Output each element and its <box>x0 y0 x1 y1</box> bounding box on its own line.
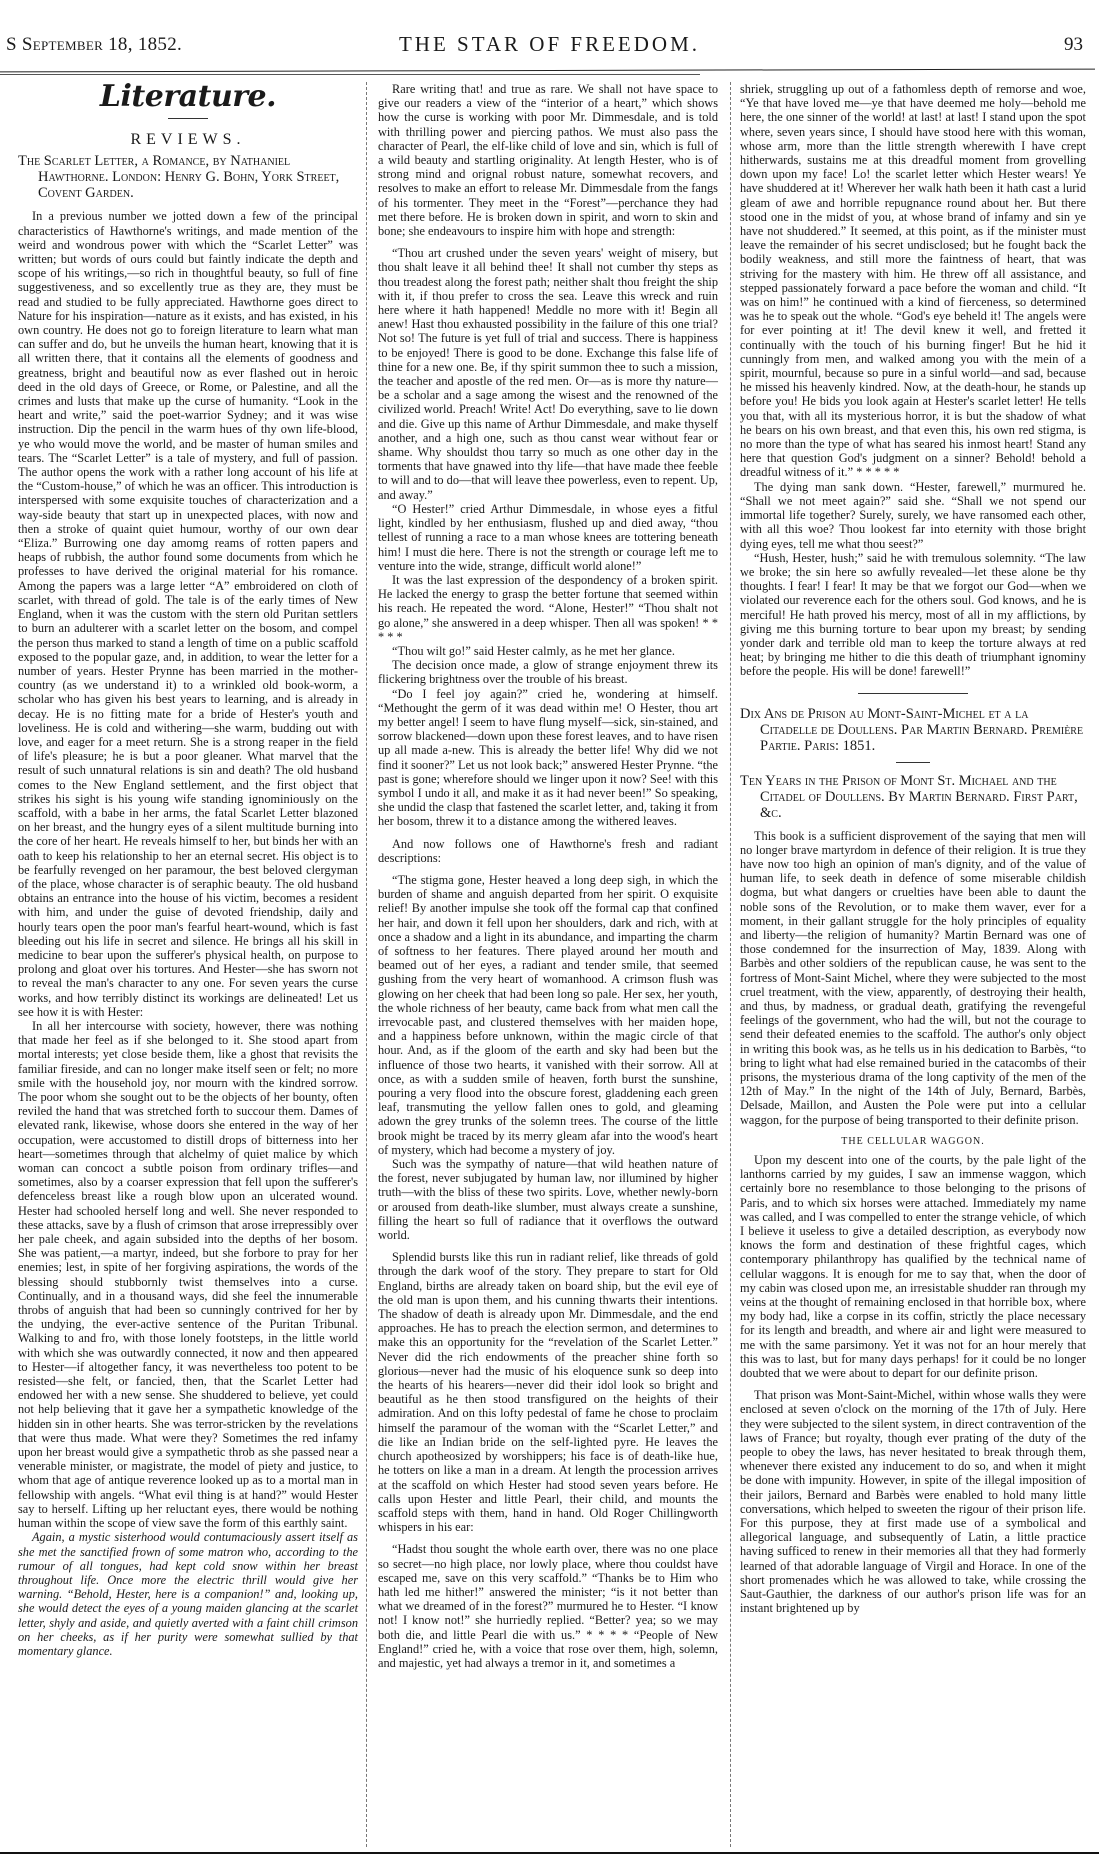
quoted-passage: “O Hester!” cried Arthur Dimmesdale, in whose eyes a fitful light, kindled by her enthusiasm, flushed up and died away, “thou tellest of running a race to a man whose knees are tottering beneath him! I must die here. There is not the strength or courage left me to venture into the wide, strange, difficult world alone!” <box>378 501 718 573</box>
header-rule <box>0 69 1095 73</box>
newspaper-title: THE STAR OF FREEDOM. <box>398 32 700 56</box>
review-book-title-english: Ten Years in the Prison of Mont St. Michael and the Citadel of Doullens. By Martin Bernard. First Part, &c. <box>740 772 1078 821</box>
section-heading: Literature. <box>99 79 277 114</box>
footer-rule <box>0 1852 1099 1854</box>
review-paragraph: In a previous number we jotted down a few of the principal characteristics of Hawthorne's writings, and made mention of the weird and wondrous power with which the “Scarlet Letter” was written; but words of ours could but faintly indicate the depth and scope of his writings,—so rich in thoughtful beauty, so full of fine suggestiveness, and so excellently true as they are, they must be read and studied to be fully appreciated. Hawthorne goes direct to Nature for his inspiration—nature as it exists, and has existed, in his own country. He does not go to foreign literature to learn what man can suffer and do, but he unveils the human heart, knowing that it is all written there, that it contains all the elements of goodness and greatness, bright and beautiful now as ever flashed out in heroic deed in the old days of Greece, or Rome, or Palestine, and all the crimes and lusts that make up the curse of humanity. “Look in the heart and write,” said the poet-warrior Sydney; and it was wise instruction. Dip the pencil in the warm hues of thy own life-blood, ye who would move the world, and be master of human smiles and tears. The “Scarlet Letter” is a tale of mystery, and full of passion. The author opens the work with a rather long account of his life at the “Custom-house,” of which he was an officer. This introduction is interspersed with some exquisite touches of characterization and a way-side beauty that start up in unexpected places, with now and then a stroke of quaint quiet humour, worthy of our own dear “Eliza.” Burrowing one day amomg reams of rotten papers and heaps of rubbish, the author found some documents from which he professes to have derived the original material for his romance. Among the papers was a large letter “A” embroidered on cloth of scarlet, with thread of gold. The tale is of the early times of New England, when it was the custom with the stern old Puritan settlers to burn an adulterer with a scarlet letter on the bosom, and compel the person thus marked to stand a length of time on a public scaffold exposed to the popular gaze, and, in addition, to wear the letter for a number of years. Hester Prynne has been married in the mother-country (as we understand it) to a wrinkled old book-worm, a scholar who has given his best years to learning, and is already in decay. He is no fitting mate for a bride of Hester's youth and loveliness. He is cold and withering—she warm, budding out with love, and eager for a meet return. She is a strong reaper in the field of life's pleasure; he is but a poor gleaner. What marvel that the result of such unnatural relations is sin and death? The old husband comes to the New England settlement, and the first object that strikes his sight is his young wife standing ignominiously on the scaffold, with a babe in her arms, the fatal Scarlet Letter blazoned on her breast, and the hungry eyes of a silent multitude burning into the core of her heart. He reveals himself to her, but binds her with an oath to keep his relationship to her an eternal secret. His object is to be fearfully revenged on her paramour, the best beloved clergyman of the place, whose character is of seraphic beauty. The old husband obtains an entrance into the house of his victim, becomes a resident with him, and under the guise of devoted friendship, daily and hourly tears open the poor man's fearful heart-wound, which is fast bleeding out his life in secret and silence. He brings all his skill in medicine to bear upon the sufferer's physical health, on purpose to prolong and gloat over his tortures. And Hester—she has sworn not to reveal the man's character to any one. For seven years the curse works, and how terribly distinct its workings are delineated! Let us see how it is with Hester: <box>18 209 358 1019</box>
short-rule <box>896 762 930 763</box>
extract-paragraph: That prison was Mont-Saint-Michel, within whose walls they were enclosed at seven o'clock on the morning of the 17th of July. Here they were subjected to the silent system, in direct contravention of the laws of France; but royalty, though ever prating of the duty of the people to obey the laws, has never hesitated to break through them, whenever there existed any inducement to do so, and when it might be done with impunity. However, in spite of the illegal imposition of their jailors, Bernard and Barbès were enabled to hold many little conversations, which helped to sweeten the rigour of their prison life. For this purpose, they at first made use of a symbolical and allegorical language, and subsequently of Latin, a little practice having sufficed to renew in their memories all that they had formerly learned of that adorable language of Virgil and Horace. In one of the short promenades which he was allowed to take, while crossing the Saut-Gauthier, the darkness of our author's prison life was for an instant brightened up by <box>740 1388 1086 1616</box>
review-paragraph: Rare writing that! and true as rare. We shall not have space to give our readers a view of the “interior of a heart,” which shows how the curse is working with poor Mr. Dimmesdale, and is told with thrilling power and piercing pathos. We must also pass the character of Pearl, the elf-like child of love and sin, which is full of a wild beauty and startling originality. At length Hester, who is of strong mind and orignal robust nature, somewhat recovers, and resolves to make an effort to release Mr. Dimmesdale from the fangs of his tormenter. They meet in the “Forest”—perchance they had met there before. He is broken down in spirit, and worn to skin and bone; she endeavours to inspire him with hope and strength: <box>378 82 718 239</box>
extract-paragraph: Upon my descent into one of the courts, by the pale light of the lanthorns carried by my guides, I saw an immense waggon, which certainly bore no resemblance to those belonging to the prisons of Paris, and to which six horses were attached. Immediately my name was called, and I was compelled to enter the strange vehicle, of which I believe it useless to give a detailed description, as everybody now knows the form and destination of these frightful cages, which contemporary philanthropy has qualified by the technical name of cellular waggons. It is enough for me to say that, when the door of my cabin was closed upon me, an irresistable shudder ran through my veins at the thought of remaining enclosed in that horrible box, where my body had, like a corpse in its coffin, strictly the place necessary for its length and breadth, and where air and light were measured to me with the same parsimony. Yet it was not for an hour merely that this was to last, but for many days perhaps! for it could be no longer doubted that we were about to depart for our definite prison. <box>740 1153 1086 1381</box>
review-paragraph: Splendid bursts like this run in radiant relief, like threads of gold through the dark woof of the story. They prepare to start for Old England, births are already taken on board ship, but the evil eye of the old man is upon them, and his cunning thwarts their intentions. The shadow of death is already upon Mr. Dimmesdale, and the end approaches. He has to preach the election sermon, and determines to make this an opportunity for the “revelation of the Scarlet Letter.” Never did the rich endowments of the preacher shine forth so glorious—never had the music of his eloquence sunk so deep into the hearts of his hearers—never did their idol look so bright and beautiful as he then stood transfigured on the heights of their admiration. And on this lofty pedestal of fame he chose to proclaim himself the paramour of the woman with the “Scarlet Letter,” and die like an Indian bride on the self-lighted pyre. He leaves the church apotheosized by worshippers; his face is of death-like hue, he totters on like a man in a dream. At length the procession arrives at the scaffold on which Hester had stood seven years before. He calls upon Hester and little Pearl, their child, and mounts the scaffold steps with them, hand in hand. Old Roger Chillingworth whispers in his ear: <box>378 1250 718 1535</box>
column-2 <box>378 82 718 1670</box>
column-divider <box>366 82 367 1847</box>
quoted-passage: “Thou art crushed under the seven years' weight of misery, but thou shalt leave it all behind thee! It shall not cumber thy steps as thou treadest along the forest path; neither shalt thou freight the ship with it, if thou prefer to cross the sea. Leave this wreck and ruin here where it hath happened! Meddle no more with it! Begin all anew! Hast thou exhausted possibility in the failure of this one trial? Not so! The future is yet full of trial and success. There is happiness to be enjoyed! There is good to be done. Exchange this false life of thine for a new one. Be, if thy spirit summon thee to such a mission, the teacher and apostle of the red men. Or—as is more thy nature—be a scholar and a sage among the wisest and the renowned of the civilized world. Preach! Write! Act! Do everything, save to lie down and die. Give up this name of Arthur Dimmesdale, and make thyself another, and a high one, such as thou canst wear without fear or shame. Why shouldst thou tarry so much as one other day in the torments that have gnawed into thy life—that have made thee feeble to will and to do—that will leave thee powerless, even to repent. Up, and away.” <box>378 246 718 502</box>
quoted-passage: “Hush, Hester, hush;” said he with tremulous solemnity. “The law we broke; the sin here so awfully revealed—let these alone be thy thoughts. I fear! I fear! It may be that we forgot our God—when we violated our reverence each for the others soul. God knows, and he is merciful! He hath proved his mercy, most of all in my afflictions, by giving me this burning torture to bear upon my breast; by sending yonder dark and terrible old man to keep the torture always at red heat; by bringing me hither to die this death of triumphant ignominy before the people. His will be done! farewell!” <box>740 550 1086 679</box>
quoted-passage: “Hadst thou sought the whole earth over, there was no one place so secret—no high place, nor lowly place, where thou couldst have escaped me, save on this very scaffold.” “Thanks be to Him who hath led me hither!” answered the minister; “is it not better than what we dreamed of in the forest?” murmured he to Hester. “I know not! I know not!” she hurriedly replied. “Better? yea; so we may both die, and little Pearl die with us.” * * * * “People of New England!” cried he, with a voice that rose over them, high, solemn, and majestic, yet had always a tremor in it, and sometimes a <box>378 1542 718 1670</box>
review-paragraph: This book is a sufficient disprovement of the saying that men will no longer brave martyrdom in defence of their religion. It is true they have now too high an opinion of man's dignity, and of the value of human life, to seek death in defence of some miserable childish dogma, but what dangers or cruelties have been able to daunt the noble sons of the Revolution, or to make them waver, ever for a moment, in their gallant struggle for the holy principles of equality and liberty—the religion of humanity? Martin Bernard was one of those condemned for the insurrection of May, 1839. Along with Barbès and other soldiers of the republican cause, he was sent to the fortress of Mont-Saint Michel, where they were subjected to the most cruel treatment, with the view, apparently, of destroying their health, and thus, by madness, or gradual death, gratifying the revengeful feelings of the government, who had the will, but not the courage to send their defeated enemies to the scaffold. The author's only object in writing this book was, as he tells us in his dedication to Barbès, “to bring to light what had else remained buried in the catacombs of their prisons, the mysterious drama of the long captivity of the men of the 12th of May.” In the night of the 14th of July, Bernard, Barbès, Delsade, Maillon, and Austen the Pole were put into a cellular waggon, for the purpose of being transported to their definite prison. <box>740 828 1086 1127</box>
quoted-passage: “The stigma gone, Hester heaved a long deep sigh, in which the burden of shame and anguish departed from her spirit. O exquisite relief! By another impulse she took off the formal cap that confined her hair, and down it fell upon her shoulders, dark and rich, with at once a shadow and a light in its abundance, and imparting the charm of softness to her features. There played around her mouth and beamed out of her eyes, a radiant and tender smile, that seemed gushing from the very heart of womanhood. A crimson flush was glowing on her cheek that had been long so pale. Her sex, her youth, the whole richness of her beauty, came back from what men call the irrevocable past, and clustered themselves with her maiden hope, and a happiness before unknown, within the magic circle of that hour. And, as if the gloom of the earth and sky had been but the influence of those two hearts, it vanished with their sorrow. All at once, as with a sudden smile of heaven, forth burst the sunshine, pouring a very flood into the obscure forest, gladdening each green leaf, transmuting the yellow fallen ones to gold, and gleaming adown the grey trunks of the solemn trees. The course of the little brook might be traced by its merry gleam afar into the wood's heart of mystery, which had become a mystery of joy. <box>378 872 718 1157</box>
quoted-passage: shriek, struggling up out of a fathomless depth of remorse and woe, “Ye that have loved me—ye that have deemed me holy—behold me here, the one sinner of the world! at last! at last! I stand upon the spot where, seven years since, I should have stood here with this woman, whose arm, more than the little strength wherewith I have crept hitherwards, sustains me at this dreadful moment from grovelling down upon my face! Lo! the scarlet letter which Hester wears! Ye have shuddered at it! Wherever her walk hath been it hath cast a lurid gleam of awe and horrible repugnance round about her. But there stood one in the midst of you, at whose brand of infamy and sin ye have not shuddered.” It seemed, at this point, as if the minister must leave the remainder of his secret undisclosed; but he fought back the bodily weakness, and still more the faintness of heart, that was striving for the mastery with him. He threw off all assistance, and stepped passionately forward a pace before the woman and child. “It was on him!” he continued with a kind of fierceness, so determined was he to speak out the whole. “God's eye beheld it! The angels were for ever pointing at it! The devil knew it well, and fretted it continually with the touch of his burning finger! But he hid it cunningly from men, and walked among you with the mein of a spirit, mournful, because so pure in a sinful world—and sad, because he missed his heavenly kindred. Now, at the death-hour, he stands up before you! He bids you look again at Hester's scarlet letter! He tells you that, with all its mysterious horror, it is but the shadow of what he bears on his own breast, and that even this, his own red stigma, is no more than the type of what has seared his inmost heart! Stand any here that question God's judgment on a sinner? Behold! behold a dreadful witness of it.” * * * * * <box>740 82 1086 480</box>
quoted-passage: “Thou wilt go!” said Hester calmly, as he met her glance. <box>392 643 676 658</box>
review-book-title-french: Dix Ans de Prison au Mont-Saint-Michel et a la Citadelle de Doullens. Par Martin Bernard. Première Partie. Paris: 1851. <box>740 705 1084 754</box>
extract-subheading: THE CELLULAR WAGGON. <box>841 1135 985 1147</box>
section-subheading: REVIEWS. <box>130 131 246 149</box>
column-divider <box>730 82 731 1847</box>
column-3 <box>740 82 1086 1616</box>
quoted-passage: It was the last expression of the despondency of a broken spirit. He lacked the energy to grasp the better fortune that seemed within his reach. He repeated the word. “Alone, Hester!” “Thou shalt not go alone,” she answered in a deep whisper. Then all was spoken! * * * * * <box>378 572 718 644</box>
quoted-passage: “Do I feel joy again?” cried he, wondering at himself. “Methought the germ of it was dead within me! O Hester, thou art my better angel! I seem to have flung myself—sick, sin-stained, and sorrow blackened—down upon these forest leaves, and to have risen up all made a-new. This is already the better life! Why did we not find it sooner?” Let us not look back;” answered Hester Prynne. “the past is gone; wherefore should we linger upon it now? See! with this symbol I undo it all, and make it as it had never been!” So speaking, she undid the clasp that fastened the scarlet letter, and, taking it from her bosom, threw it to a distance among the withered leaves. <box>378 686 718 829</box>
header-rule-secondary <box>0 74 700 75</box>
page-number: 93 <box>1064 34 1083 55</box>
issue-date: S September 18, 1852. <box>6 34 183 55</box>
review-paragraph: And now follows one of Hawthorne's fresh and radiant descriptions: <box>378 836 718 865</box>
quoted-passage: The decision once made, a glow of strange enjoyment threw its flickering brightness over the trouble of his breast. <box>378 658 718 687</box>
section-rule <box>858 693 968 694</box>
column-1 <box>18 79 358 1658</box>
quoted-passage: The dying man sank down. “Hester, farewell,” murmured he. “Shall we not meet again?” said she. “Shall we not spend our immortal life together? Surely, surely, we have ransomed each other, with all this woe? Thou lookest far into eternity with those bright dying eyes, tell me what thou seest?” <box>740 479 1086 551</box>
masthead <box>0 0 1099 62</box>
quoted-passage: Such was the sympathy of nature—that wild heathen nature of the forest, never subjugated by human law, nor illumined by higher truth—with the bliss of these two spirits. Love, whether newly-born or aroused from death-like slumber, must always create a sunshine, filling the heart so full of radiance that it overflows the outward world. <box>378 1157 718 1243</box>
review-book-title: The Scarlet Letter, a Romance, by Nathaniel Hawthorne. London: Henry G. Bohn, York Street, Covent Garden. <box>18 153 340 202</box>
review-paragraph: Again, a mystic sisterhood would contumaciously assert itself as she met the sanctified frown of some matron who, according to the rumour of all tongues, had kept cold snow within her breast throughout life. Once more the electric thrill would give her warning. “Behold, Hester, here is a companion!” and, looking up, she would detect the eyes of a young maiden glancing at the scarlet letter, shyly and aside, and quietly averted with a faint chill crimson on her cheeks, as if her purity were somewhat sullied by that momentary glance. <box>18 1530 358 1658</box>
short-rule <box>168 118 208 119</box>
review-paragraph: In all her intercourse with society, however, there was nothing that made her feel as if she belonged to it. She stood apart from mortal interests; yet close beside them, like a ghost that revisits the familiar fireside, and can no longer make itself seen or felt; no more smile with the household joy, nor mourn with the kindred sorrow. The poor whom she sought out to be the objects of her bounty, often reviled the hand that was stretched forth to succour them. Dames of elevated rank, likewise, whose doors she entered in the way of her occupation, were accustomed to distill drops of bitterness into her heart—sometimes through that alchelmy of quiet malice by which woman can concoct a subtle poison from ordinary trifles—and sometimes, also by a coarser expression that fell upon the sufferer's defenceless breast like a rough blow upon an ulcerated wound. Hester had schooled herself long and well. She never responded to these attacks, save by a flush of crimson that arose irrepressibly over her pale cheek, and again subsided into the depths of her bosom. She was patient,—a martyr, indeed, but she forbore to pray for her enemies; lest, in spite of her forgiving aspirations, the words of the blessing should stubbornly twist themselves into a curse. Continually, and in a thousand ways, did she feel the innumerable throbs of anguish that had been so cunningly contrived for her by the undying, the ever-active sentence of the Puritan Tribunal. Walking to and fro, with those lonely footsteps, in the little world with which she was outwardly connected, it now and then appeared to Hester—if altogether fancy, it was nevertheless too potent to be resisted—she felt, or fancied, then, that the Scarlet Letter had endowed her with a new sense. She shuddered to believe, yet could not help believing that it gave her a sympathetic knowledge of the hidden sin in other hearts. She was terror-stricken by the revelations that were thus made. What were they? Sometimes the red infamy upon her breast would give a sympathetic throb as she passed near a venerable minister, or magistrate, the model of piety and justice, to whom that age of antique reverence looked up as to a mortal man in fellowship with angels. “What evil thing is at hand?” would Hester say to herself. Lifting up her reluctant eyes, there would be nothing human within the scope of view save the form of this earthly saint. <box>18 1018 358 1531</box>
